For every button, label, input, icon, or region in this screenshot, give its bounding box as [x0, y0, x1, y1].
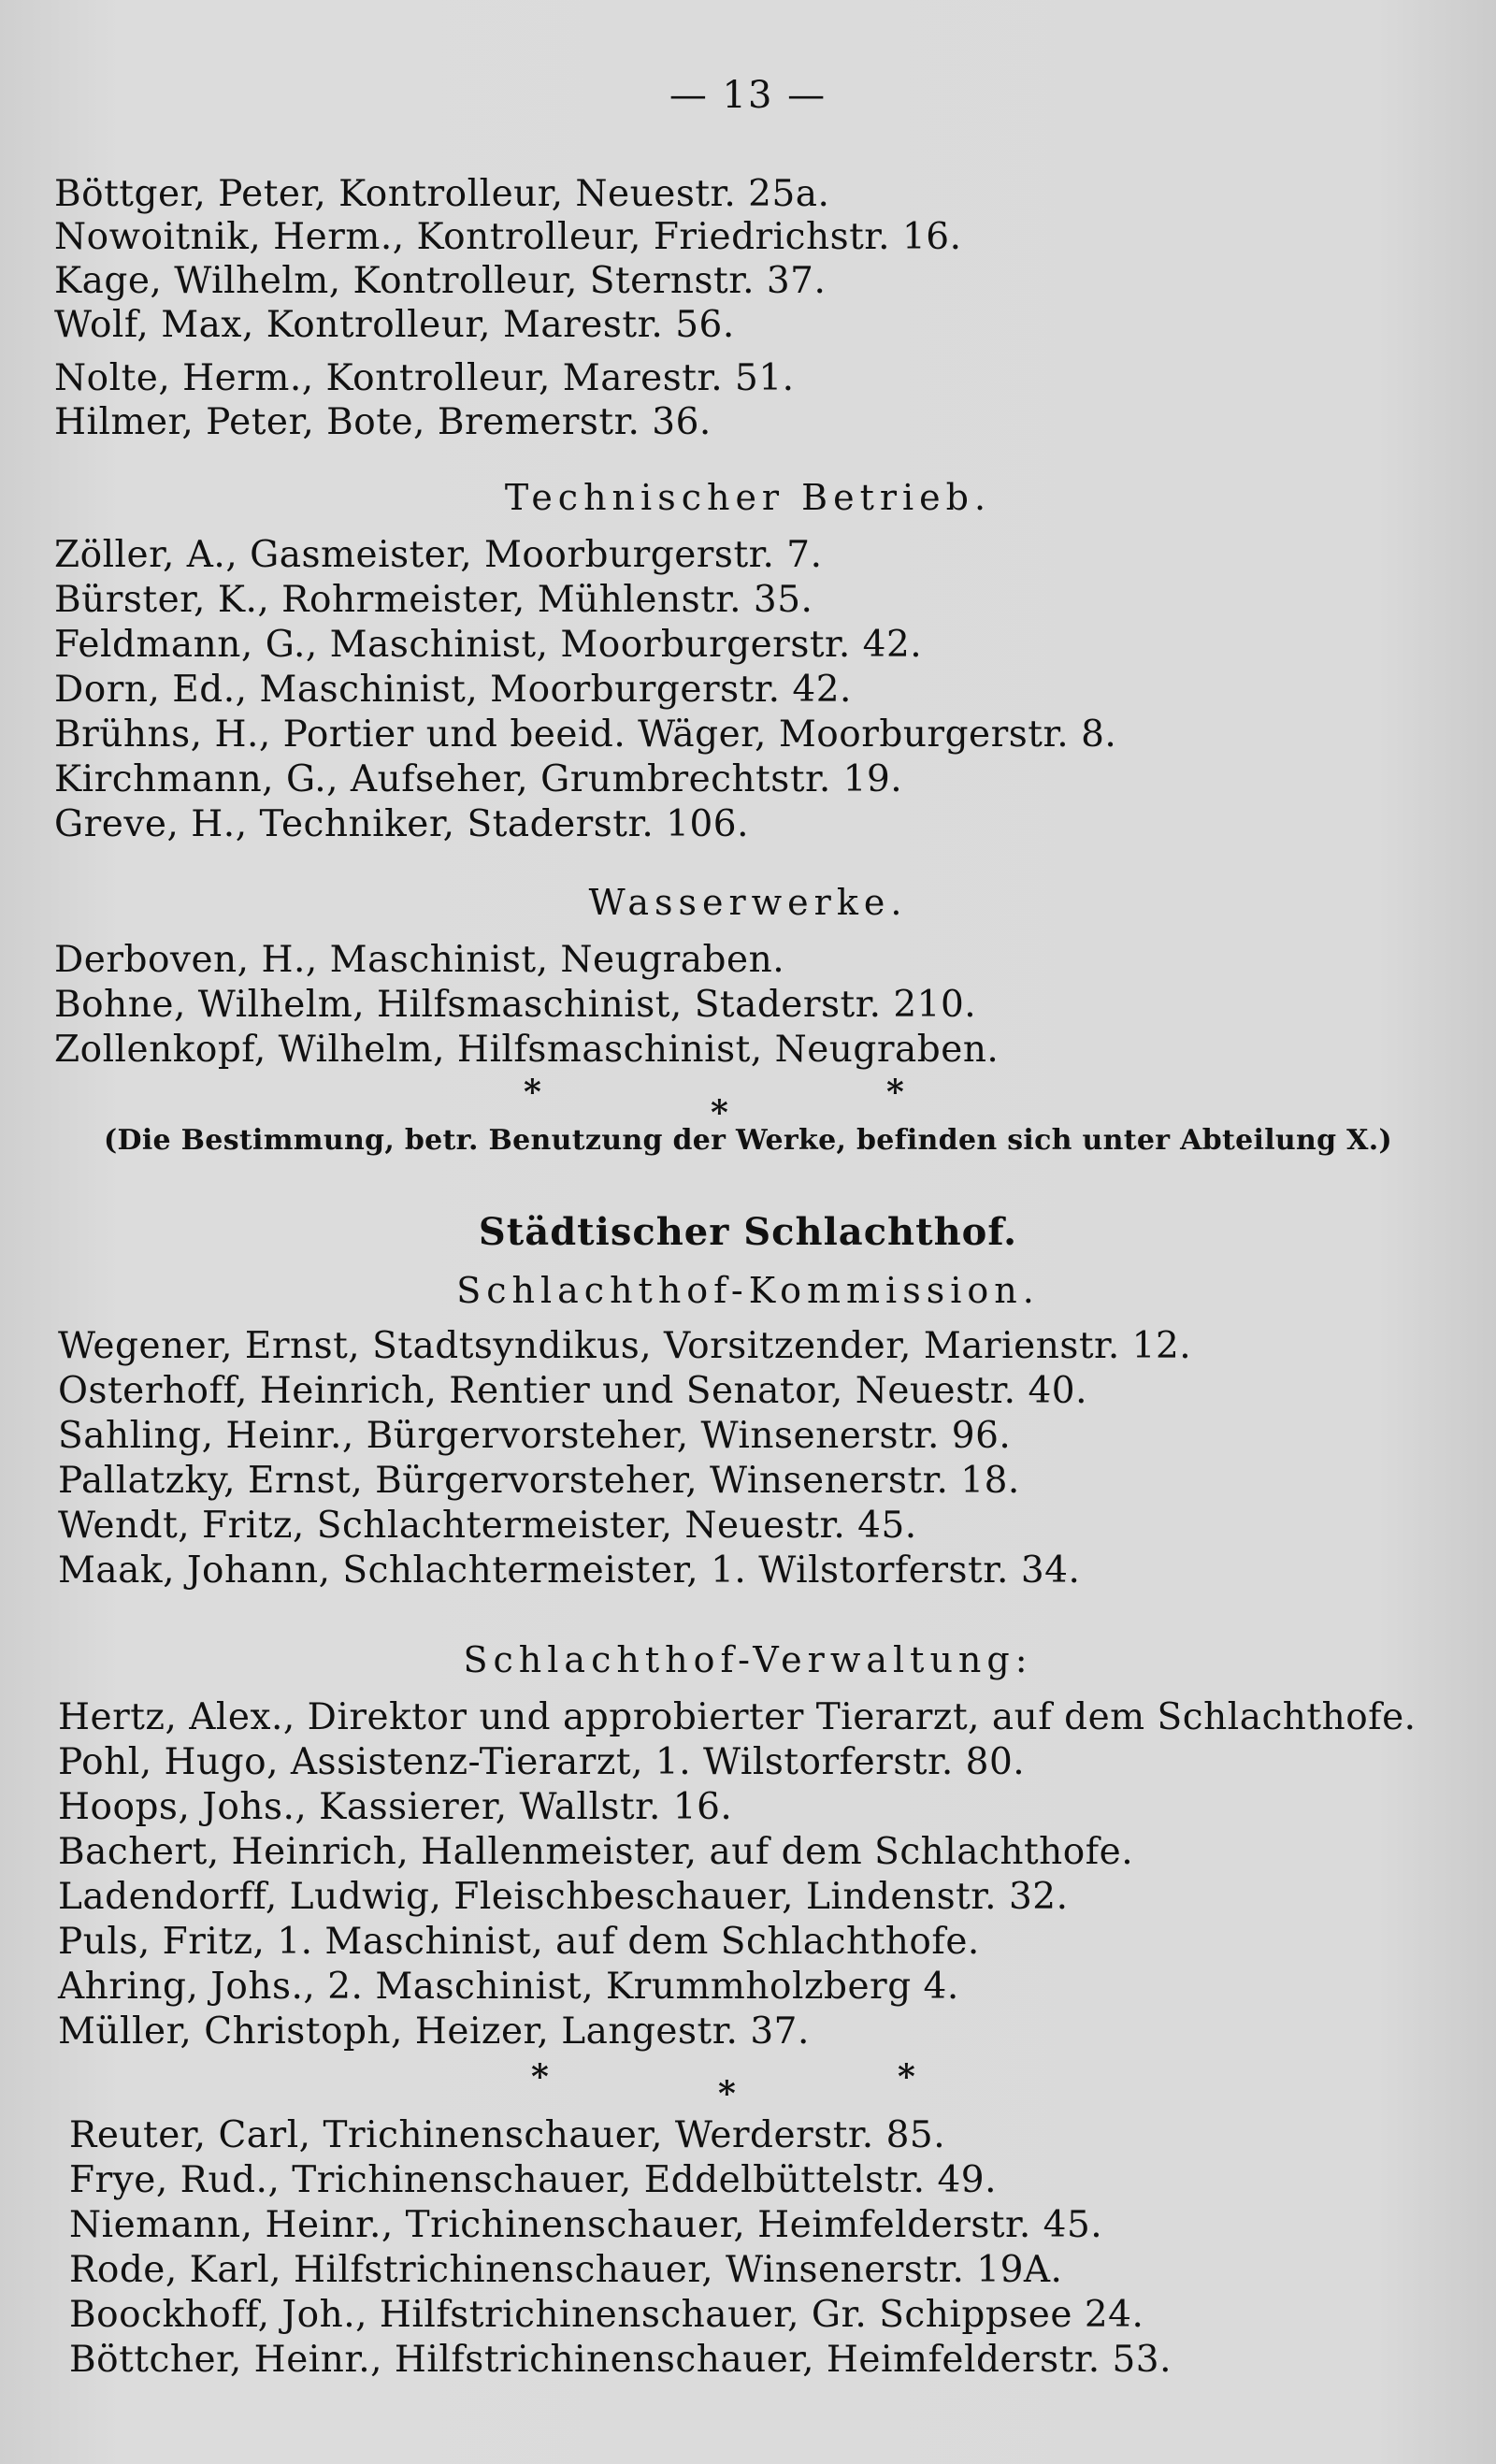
section-heading-wasserwerke: Wasserwerke. [588, 882, 908, 923]
entry: Kage, Wilhelm, Kontrolleur, Sternstr. 37. [54, 260, 827, 302]
entry: Maak, Johann, Schlachtermeister, 1. Wilstorferstr. 34. [58, 1549, 1081, 1592]
entry: Böttger, Peter, Kontrolleur, Neuestr. 25a. [54, 173, 830, 215]
entry: Hoops, Johs., Kassierer, Wallstr. 16. [58, 1786, 733, 1828]
section-title-schlachthof: Städtischer Schlachthof. [478, 1210, 1018, 1254]
entry: Nowoitnik, Herm., Kontrolleur, Friedrichstr. 16. [54, 216, 962, 258]
entry: Reuter, Carl, Trichinenschauer, Werderstr. 85. [69, 2114, 946, 2156]
entry: Wendt, Fritz, Schlachtermeister, Neuestr. 45. [58, 1505, 917, 1547]
entry: Niemann, Heinr., Trichinenschauer, Heimfelderstr. 45. [69, 2204, 1103, 2246]
page-number: — 13 — [669, 74, 827, 117]
entry: Hilmer, Peter, Bote, Bremerstr. 36. [54, 401, 712, 443]
entry: Böttcher, Heinr., Hilfstrichinenschauer, Heimfelderstr. 53. [69, 2339, 1172, 2381]
asterisk: * [886, 1073, 904, 1112]
asterisk: * [531, 2057, 549, 2097]
entry: Wegener, Ernst, Stadtsyndikus, Vorsitzender, Marienstr. 12. [58, 1325, 1192, 1367]
entry: Ladendorff, Ludwig, Fleischbeschauer, Lindenstr. 32. [58, 1876, 1069, 1918]
entry: Rode, Karl, Hilfstrichinenschauer, Winsenerstr. 19A. [69, 2249, 1063, 2291]
entry: Bohne, Wilhelm, Hilfsmaschinist, Staderstr. 210. [54, 984, 977, 1026]
asterisk: * [711, 1093, 728, 1132]
section-heading-kommission: Schlachthof-Kommission. [456, 1270, 1040, 1311]
entry: Boockhoff, Joh., Hilfstrichinenschauer, Gr. Schippsee 24. [69, 2294, 1144, 2336]
entry: Nolte, Herm., Kontrolleur, Marestr. 51. [54, 357, 795, 399]
entry: Osterhoff, Heinrich, Rentier und Senator, Neuestr. 40. [58, 1370, 1087, 1412]
section-heading-verwaltung: Schlachthof-Verwaltung: [463, 1639, 1033, 1680]
asterisk: * [524, 1073, 541, 1112]
entry: Zöller, A., Gasmeister, Moorburgerstr. 7. [54, 534, 823, 576]
entry: Derboven, H., Maschinist, Neugraben. [54, 939, 785, 981]
entry: Zollenkopf, Wilhelm, Hilfsmaschinist, Neugraben. [54, 1029, 1000, 1071]
entry: Kirchmann, G., Aufseher, Grumbrechtstr. 19. [54, 758, 903, 800]
entry: Puls, Fritz, 1. Maschinist, auf dem Schlachthofe. [58, 1921, 980, 1963]
entry: Bachert, Heinrich, Hallenmeister, auf dem Schlachthofe. [58, 1831, 1134, 1873]
entry: Bürster, K., Rohrmeister, Mühlenstr. 35. [54, 579, 813, 621]
note: (Die Bestimmung, betr. Benutzung der Werke, befinden sich unter Abteilung X.) [104, 1124, 1392, 1157]
asterisk: * [718, 2074, 736, 2113]
entry: Sahling, Heinr., Bürgervorsteher, Winsenerstr. 96. [58, 1415, 1012, 1457]
entry: Brühns, H., Portier und beeid. Wäger, Moorburgerstr. 8. [54, 713, 1117, 756]
asterisk: * [898, 2057, 915, 2097]
section-heading-technischer-betrieb: Technischer Betrieb. [504, 477, 992, 518]
entry: Frye, Rud., Trichinenschauer, Eddelbüttelstr. 49. [69, 2159, 997, 2201]
entry: Ahring, Johs., 2. Maschinist, Krummholzberg 4. [58, 1966, 959, 2008]
entry: Wolf, Max, Kontrolleur, Marestr. 56. [54, 304, 735, 346]
entry: Pallatzky, Ernst, Bürgervorsteher, Winsenerstr. 18. [58, 1460, 1020, 1502]
entry: Pohl, Hugo, Assistenz-Tierarzt, 1. Wilstorferstr. 80. [58, 1741, 1026, 1783]
entry: Feldmann, G., Maschinist, Moorburgerstr. 42. [54, 624, 923, 666]
entry: Dorn, Ed., Maschinist, Moorburgerstr. 42. [54, 669, 852, 711]
entry: Greve, H., Techniker, Staderstr. 106. [54, 803, 749, 845]
entry: Müller, Christoph, Heizer, Langestr. 37. [58, 2010, 810, 2053]
asterisk-divider [0, 2057, 1496, 2116]
entry: Hertz, Alex., Direktor und approbierter Tierarzt, auf dem Schlachthofe. [58, 1696, 1417, 1738]
